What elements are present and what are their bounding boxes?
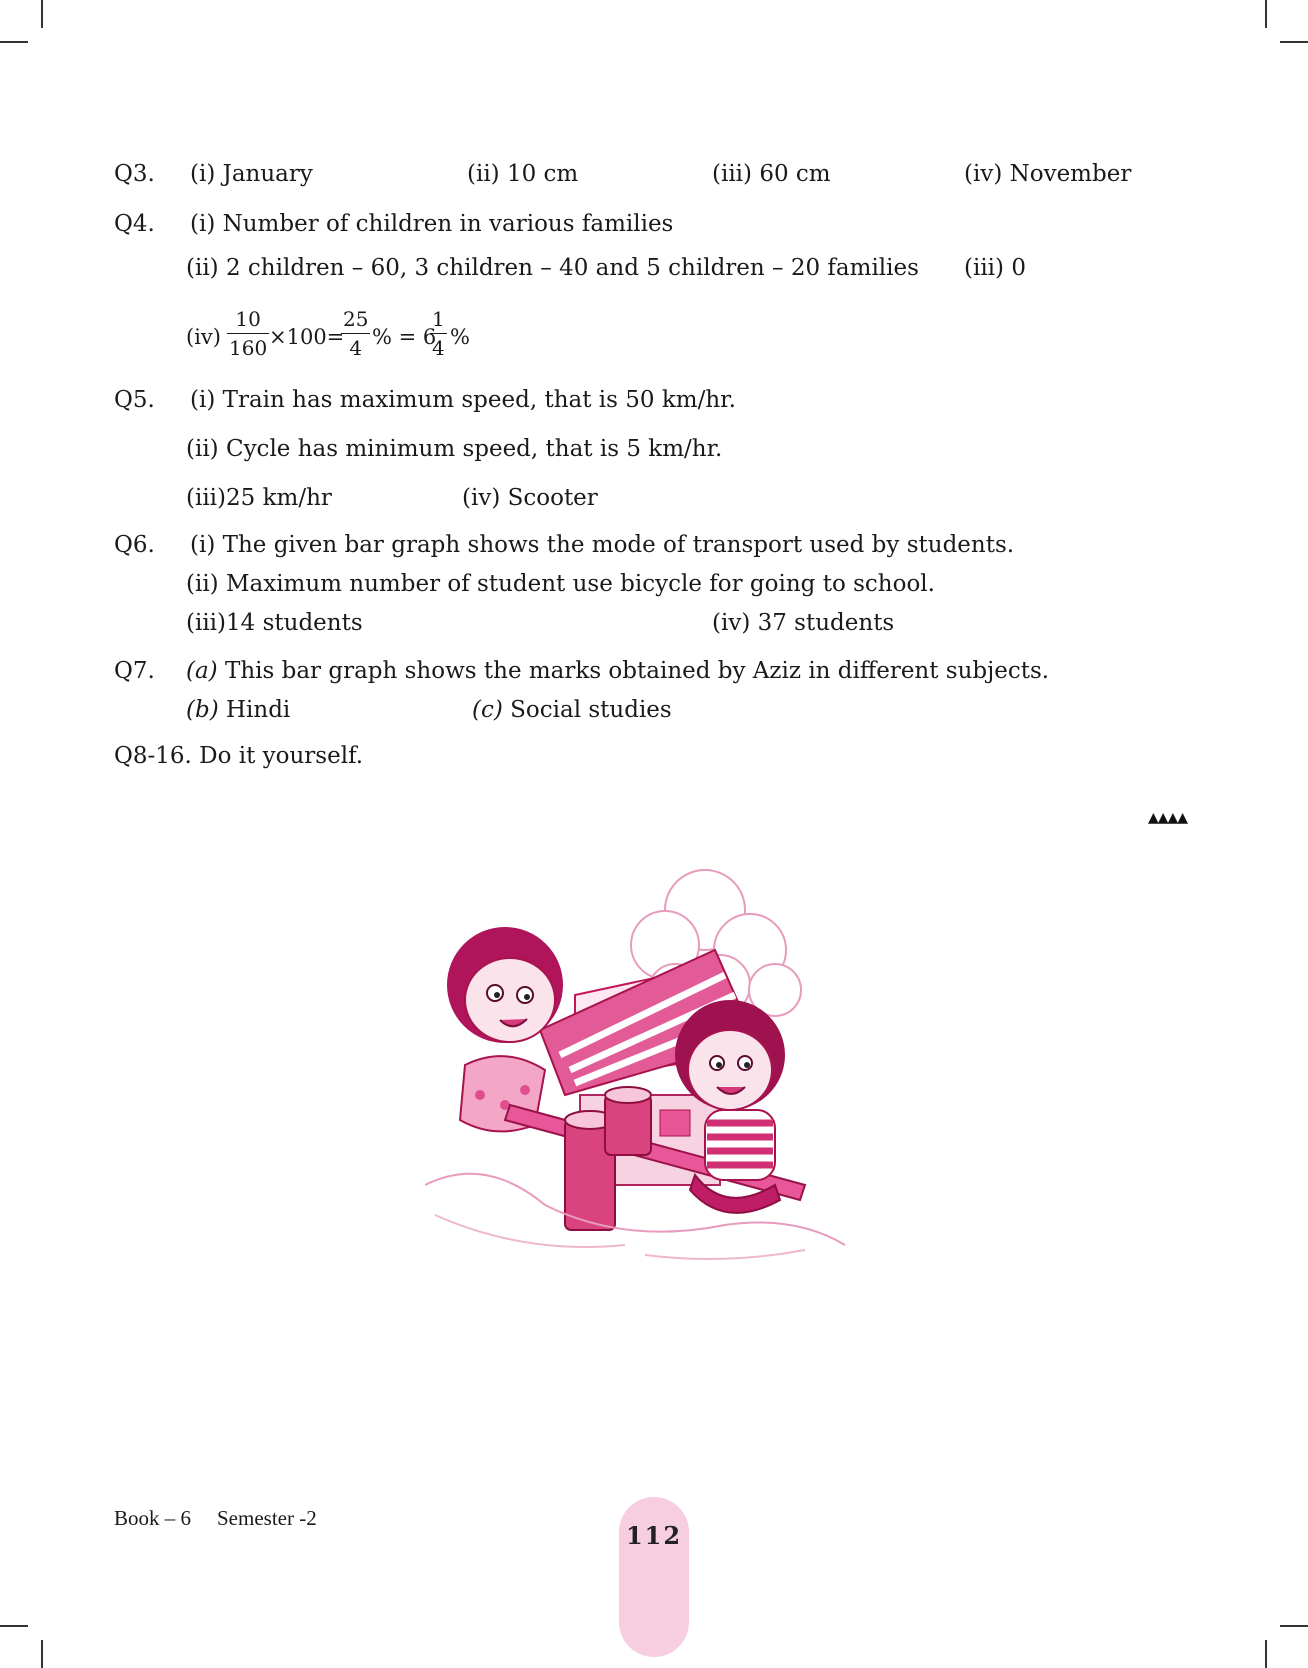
fraction-10-over-160: [227, 308, 269, 359]
q3-label: Q3.: [114, 161, 155, 187]
fraction-denominator: 4: [430, 333, 447, 359]
q5-answer-i: (i) Train has maximum speed, that is 50 km/hr.: [190, 387, 736, 413]
q8-16-note: Q8-16. Do it yourself.: [114, 743, 364, 769]
q5-answer-iv: (iv) Scooter: [462, 485, 598, 511]
fraction-numerator: 10: [235, 307, 261, 331]
q7-label: Q7.: [114, 658, 155, 684]
q3-answer-iii: (iii) 60 cm: [712, 161, 831, 187]
q7-a-marker: (a): [186, 658, 218, 684]
q4-iv-mid: % = 6: [372, 325, 437, 349]
q7-c-text: Social studies: [502, 697, 672, 723]
fraction-denominator: 160: [227, 333, 269, 359]
q6-answer-iv: (iv) 37 students: [712, 610, 895, 636]
q7-answer-c: [472, 696, 672, 724]
q4-answer-iii: (iii) 0: [964, 255, 1026, 281]
q4-iv-prefix: (iv): [186, 325, 221, 349]
q5-label: Q5.: [114, 387, 155, 413]
fraction-1-over-4: [430, 308, 447, 359]
q6-answer-iii: (iii)14 students: [186, 610, 363, 636]
q3-answer-ii: (ii) 10 cm: [467, 161, 579, 187]
crop-mark: [0, 1625, 28, 1627]
crop-mark: [1265, 0, 1267, 28]
crop-mark: [41, 0, 43, 28]
q3-answer-i: (i) January: [190, 161, 313, 187]
q6-answer-ii: (ii) Maximum number of student use bicycle for going to school.: [186, 571, 935, 597]
q7-answer-b: [186, 696, 290, 724]
q7-c-marker: (c): [472, 697, 503, 723]
q7-b-marker: (b): [186, 697, 219, 723]
q3-answer-iv: (iv) November: [964, 161, 1132, 187]
crop-mark: [41, 1640, 43, 1668]
q4-iv-tail: %: [450, 325, 470, 349]
fraction-numerator: 25: [343, 307, 369, 331]
page-number: 112: [625, 1521, 683, 1550]
q5-answer-iii: (iii)25 km/hr: [186, 485, 332, 511]
fraction-denominator: 4: [341, 333, 370, 359]
q7-b-text: Hindi: [218, 697, 291, 723]
children-seesaw-illustration: [425, 855, 855, 1305]
q7-answer-a: [186, 657, 1049, 685]
q4-answer-ii: (ii) 2 children – 60, 3 children – 40 and 5 children – 20 families: [186, 255, 919, 281]
q6-label: Q6.: [114, 532, 155, 558]
crop-mark: [0, 41, 28, 43]
fraction-25-over-4: [341, 308, 370, 359]
footer-semester: Semester -2: [217, 1506, 317, 1530]
footer-book: Book – 6: [114, 1506, 192, 1530]
q4-iv-times: ×100=: [269, 325, 345, 349]
crop-mark: [1265, 1640, 1267, 1668]
fraction-numerator: 1: [432, 307, 445, 331]
q7-a-text: This bar graph shows the marks obtained by Aziz in different subjects.: [217, 658, 1050, 684]
q4-answer-i: (i) Number of children in various families: [190, 211, 674, 237]
end-of-section-mark: ▲▲▲▲: [1148, 810, 1188, 826]
crop-mark: [1280, 41, 1308, 43]
q6-answer-i: (i) The given bar graph shows the mode of transport used by students.: [190, 532, 1015, 558]
crop-mark: [1280, 1625, 1308, 1627]
q5-answer-ii: (ii) Cycle has minimum speed, that is 5 km/hr.: [186, 436, 723, 462]
q4-label: Q4.: [114, 211, 155, 237]
